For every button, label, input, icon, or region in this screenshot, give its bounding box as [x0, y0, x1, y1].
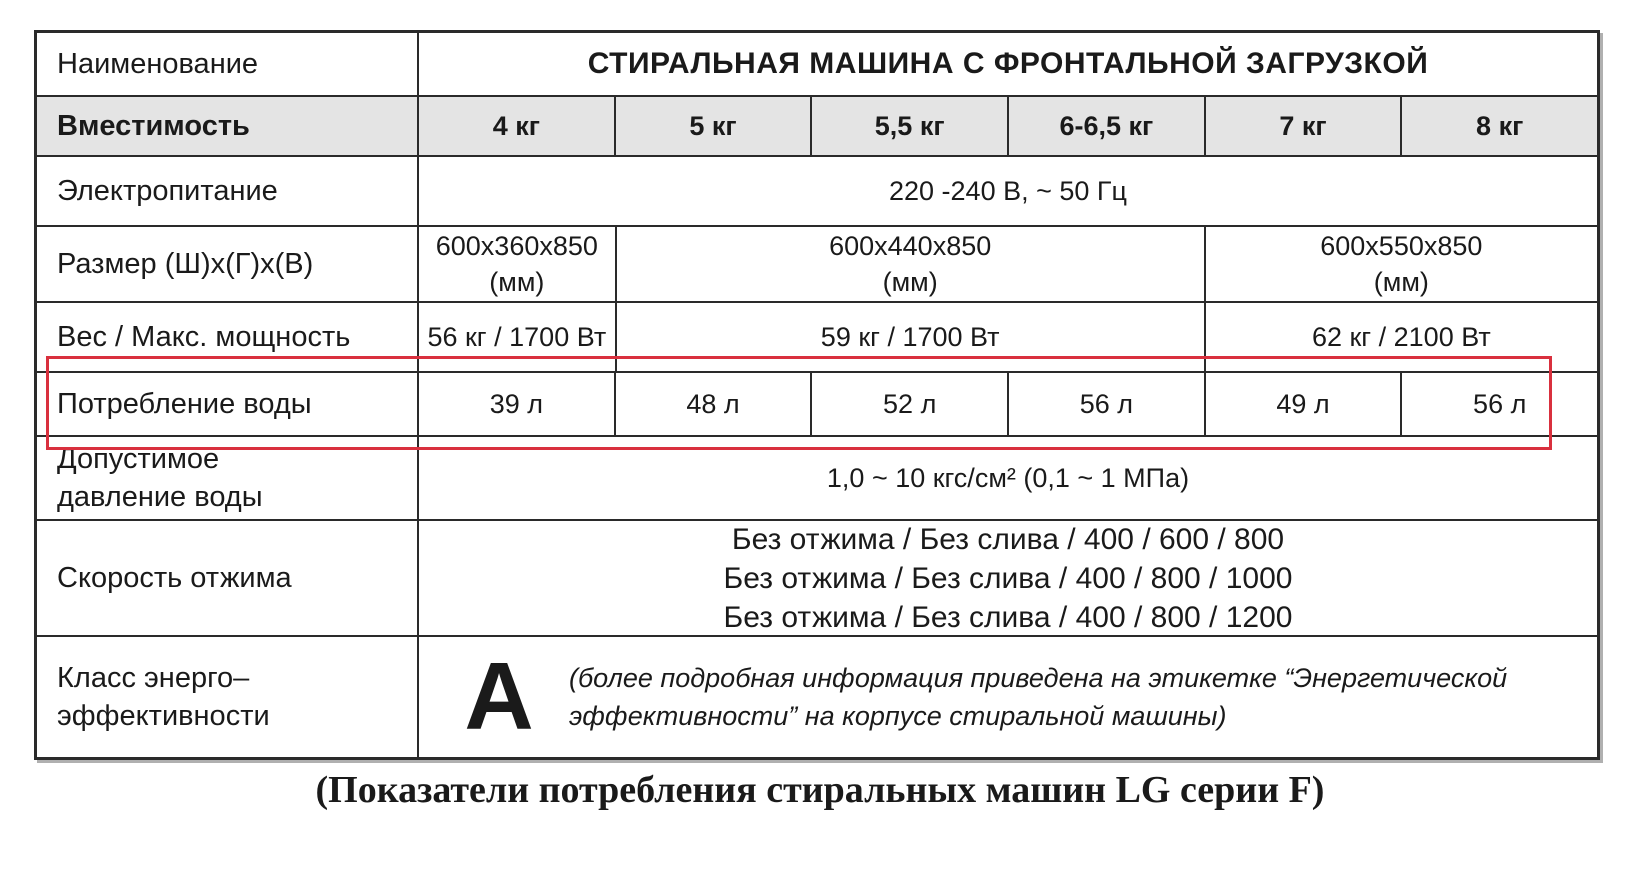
capacity-cell: 5,5 кг: [812, 97, 1009, 155]
water-cell: 48 л: [616, 373, 813, 435]
size-dims: 600x440x850: [829, 231, 992, 261]
water-cell: 52 л: [812, 373, 1009, 435]
spin-line: Без отжима / Без слива / 400 / 600 / 800: [731, 522, 1285, 556]
water-cell: 56 л: [1009, 373, 1206, 435]
row-label-capacity: Вместимость: [37, 97, 419, 155]
energy-note-line1: (более подробная информация приведена на этикетке “Энергетической: [569, 663, 1508, 693]
spin-values: [419, 521, 1597, 635]
row-label-energy: [37, 637, 419, 757]
row-label-name: Наименование: [37, 33, 419, 95]
row-label-water: Потребление воды: [37, 373, 419, 435]
spin-line: Без отжима / Без слива / 400 / 800 / 1200: [723, 600, 1293, 634]
capacity-cell: 6-6,5 кг: [1009, 97, 1206, 155]
energy-note-line2: эффективности” на корпусе стиральной машины): [569, 701, 1227, 731]
size-unit: (мм): [489, 267, 545, 297]
energy-note: [569, 659, 1507, 735]
pressure-label-line1: Допустимое: [57, 443, 220, 475]
table-title: СТИРАЛЬНАЯ МАШИНА С ФРОНТАЛЬНОЙ ЗАГРУЗКОЙ: [587, 47, 1429, 80]
size-cell: [1206, 227, 1597, 301]
size-dims: 600x360x850: [435, 231, 598, 261]
water-cell: 56 л: [1473, 389, 1527, 419]
row-power: [37, 157, 1597, 227]
row-label-size: Размер (Ш)х(Г)х(В): [37, 227, 419, 301]
weight-cell: 62 кг / 2100 Вт: [1311, 322, 1491, 352]
weight-cell: 59 кг / 1700 Вт: [617, 303, 1206, 371]
size-unit: (мм): [882, 267, 938, 297]
energy-label-line1: Класс энерго–: [57, 662, 250, 694]
size-unit: (мм): [1373, 267, 1429, 297]
row-spin: [37, 521, 1597, 637]
capacity-cell: 4 кг: [419, 97, 616, 155]
figure-caption: (Показатели потребления стиральных машин LG серии F): [315, 769, 1325, 811]
capacity-cell: 7 кг: [1206, 97, 1403, 155]
weight-cell: 56 кг / 1700 Вт: [419, 303, 617, 371]
row-size: [37, 227, 1597, 303]
size-cell: [617, 227, 1206, 301]
water-cell: 39 л: [419, 373, 616, 435]
row-capacity: [37, 97, 1597, 157]
row-label-spin: Скорость отжима: [37, 521, 419, 635]
water-cell: 49 л: [1206, 373, 1403, 435]
energy-class-letter: A: [464, 643, 534, 750]
row-label-weight: Вес / Макс. мощность: [37, 303, 419, 371]
row-name: [37, 33, 1597, 97]
capacity-cell: 5 кг: [616, 97, 813, 155]
pressure-value: 1,0 ~ 10 кгс/см² (0,1 ~ 1 МПа): [826, 463, 1190, 493]
power-value: 220 -240 В, ~ 50 Гц: [889, 176, 1127, 206]
row-energy: [37, 637, 1597, 757]
pressure-label-line2: давление воды: [57, 481, 263, 513]
size-cell: [419, 227, 617, 301]
row-label-power: Электропитание: [37, 157, 419, 225]
water-row-highlight: [46, 356, 1552, 450]
spin-line: Без отжима / Без слива / 400 / 800 / 1000: [723, 561, 1293, 595]
size-dims: 600x550x850: [1320, 231, 1483, 261]
capacity-cell: 8 кг: [1476, 111, 1524, 141]
energy-label-line2: эффективности: [57, 700, 270, 732]
